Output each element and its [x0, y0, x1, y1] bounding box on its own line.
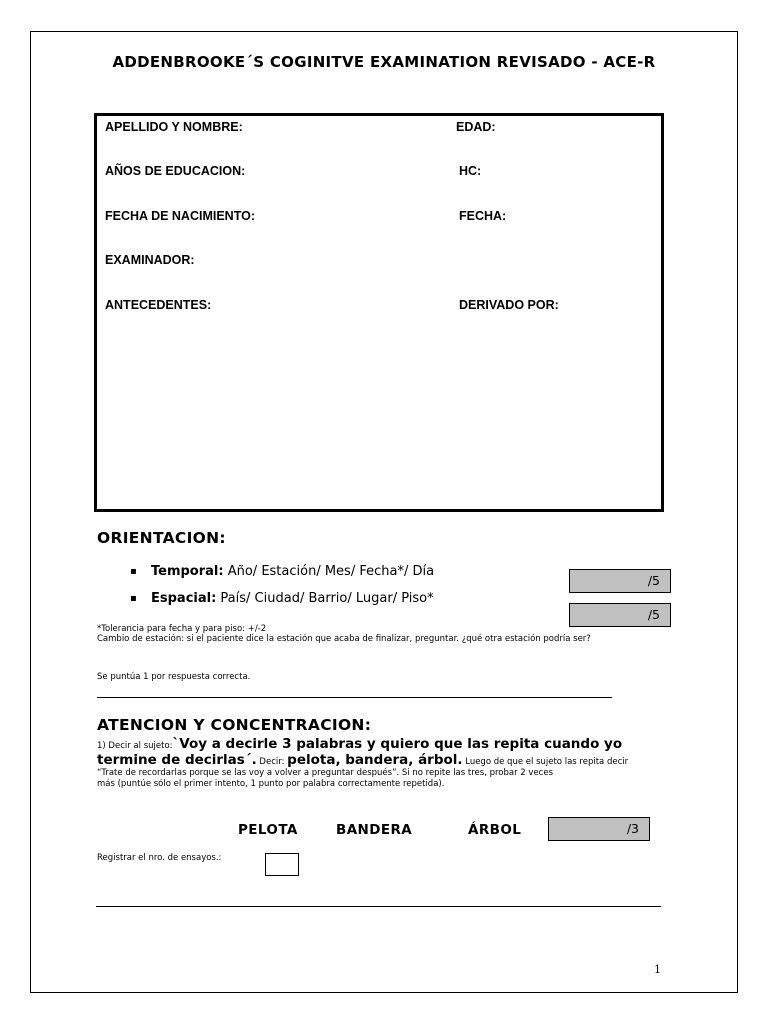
atencion-instruction-line3: “Trate de recordarlas porque se las voy a volver a preguntar después”. Si no repite las tres, probar 2 veces: [97, 768, 554, 778]
note-puntua: Se puntúa 1 por respuesta correcta.: [97, 672, 251, 682]
atencion-instruction-line4: más (puntúe sólo el primer intento, 1 punto por palabra correctamente repetida).: [97, 779, 445, 789]
score-box-espacial[interactable]: /5: [569, 603, 671, 627]
orientacion-heading: ORIENTACION:: [97, 529, 226, 547]
ensayos-input-box[interactable]: [265, 853, 299, 876]
temporal-text: Temporal: Año/ Estación/ Mes/ Fecha*/ Día: [151, 564, 435, 579]
atencion-instruction-line1: 1) Decir al sujeto:`Voy a decirle 3 palabras y quiero que las repita cuando yo: [97, 736, 623, 752]
note-cambio-estacion: Cambio de estación: si el paciente dice la estación que acaba de finalizar, preguntar. ¿qué otra estación podría ser?: [97, 634, 591, 644]
word-bandera: BANDERA: [336, 822, 413, 838]
score-box-atencion[interactable]: /3: [548, 817, 650, 841]
field-apellido-nombre[interactable]: APELLIDO Y NOMBRE:: [105, 120, 243, 134]
field-antecedentes[interactable]: ANTECEDENTES:: [105, 298, 212, 312]
espacial-text: Espacial: País/ Ciudad/ Barrio/ Lugar/ Piso*: [151, 591, 434, 606]
word-pelota: PELOTA: [238, 822, 298, 838]
field-examinador[interactable]: EXAMINADOR:: [105, 253, 195, 267]
field-derivado-por[interactable]: DERIVADO POR:: [459, 298, 559, 312]
note-tolerancia: *Tolerancia para fecha y para piso: +/-2: [97, 624, 267, 634]
field-edad[interactable]: EDAD:: [456, 120, 496, 134]
bullet-icon: ▪: [130, 593, 137, 604]
word-arbol: ÁRBOL: [468, 822, 522, 838]
document-title: ADDENBROOKE´S COGINITVE EXAMINATION REVISADO - ACE-R: [112, 53, 656, 71]
bullet-icon: ▪: [130, 566, 137, 577]
score-box-temporal[interactable]: /5: [569, 569, 671, 593]
field-fecha-nacimiento[interactable]: FECHA DE NACIMIENTO:: [105, 209, 255, 223]
field-fecha[interactable]: FECHA:: [459, 209, 507, 223]
page-number: 1: [654, 963, 661, 976]
registrar-ensayos-label: Registrar el nro. de ensayos.:: [97, 853, 222, 863]
atencion-instruction-line2: termine de decirlas´. Decir: pelota, bandera, árbol. Luego de que el sujeto las repita decir: [97, 752, 629, 768]
field-hc[interactable]: HC:: [459, 164, 482, 178]
section-divider-bottom: [96, 906, 661, 907]
atencion-heading: ATENCION Y CONCENTRACION:: [97, 716, 372, 734]
section-divider: [97, 697, 612, 698]
field-anos-educacion[interactable]: AÑOS DE EDUCACION:: [105, 164, 246, 178]
